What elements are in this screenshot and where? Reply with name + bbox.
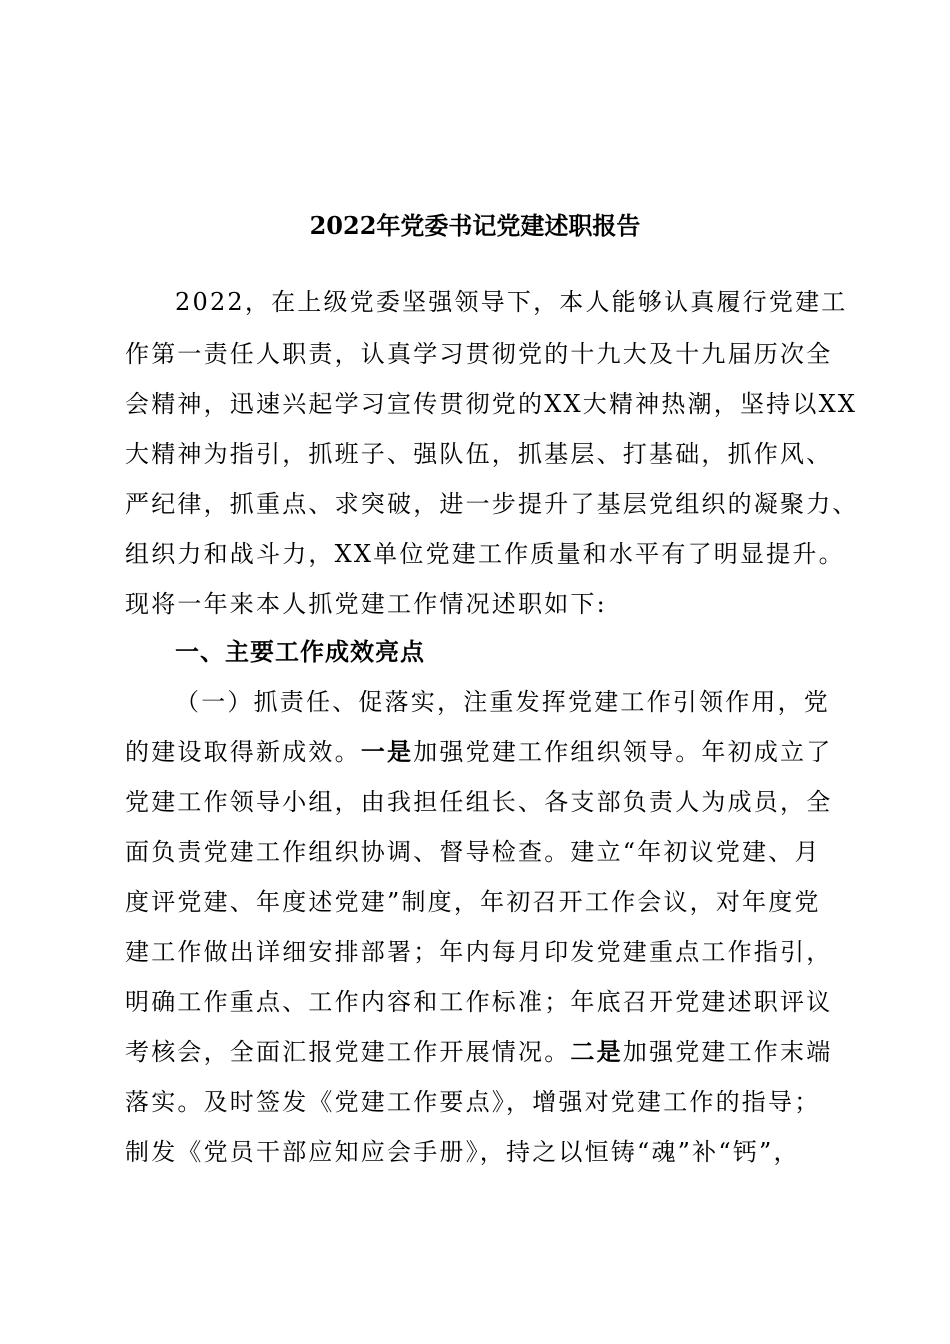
paragraph-2-line-2-rest: 加强党建工作组织领导。年初成立了 xyxy=(413,738,833,766)
paragraph-2-line-7: 明确工作重点、工作内容和工作标准；年底召开党建述职评议 xyxy=(125,988,833,1016)
paragraph-2-line-4: 面负责党建工作组织协调、督导检查。建立“年初议党建、月 xyxy=(125,838,821,866)
emphasis-first: 一是 xyxy=(360,737,414,766)
paragraph-2-line-5: 度评党建、年度述党建”制度，年初召开工作会议，对年度党 xyxy=(125,888,821,916)
paragraph-1-line-3: 会精神，迅速兴起学习宣传贯彻党的XX大精神热潮，坚持以XX xyxy=(125,390,858,418)
paragraph-1-line-6: 组织力和战斗力，XX单位党建工作质量和水平有了明显提升。 xyxy=(125,540,845,568)
paragraph-1-line-1: 2022，在上级党委坚强领导下，本人能够认真履行党建工 xyxy=(175,288,848,316)
document-title: 2022年党委书记党建述职报告 xyxy=(309,211,641,240)
paragraph-2-line-6: 建工作做出详细安排部署；年内每月印发党建重点工作指引， xyxy=(125,938,833,966)
paragraph-2-line-2 xyxy=(125,732,845,772)
emphasis-second: 二是 xyxy=(570,1037,623,1066)
paragraph-2-line-2-text: 的建设取得新成效。 xyxy=(125,738,361,766)
paragraph-1-line-4: 大精神为指引，抓班子、强队伍，抓基层、打基础，抓作风、 xyxy=(125,440,833,468)
paragraph-2-line-8-text: 考核会，全面汇报党建工作开展情况。 xyxy=(125,1038,571,1066)
paragraph-1-line-7: 现将一年来本人抓党建工作情况述职如下: xyxy=(125,590,607,618)
paragraph-2-line-9: 落实。及时签发《党建工作要点》，增强对党建工作的指导； xyxy=(125,1088,821,1116)
paragraph-2-line-8-rest: 加强党建工作末端 xyxy=(622,1038,833,1066)
section-1-heading: 一、主要工作成效亮点 xyxy=(175,638,425,666)
paragraph-2-line-10: 制发《党员干部应知应会手册》，持之以恒铸“魂”补“钙”， xyxy=(125,1138,800,1166)
paragraph-2-line-3: 党建工作领导小组，由我担任组长、各支部负责人为成员，全 xyxy=(125,788,833,816)
paragraph-1-line-2: 作第一责任人职责，认真学习贯彻党的十九大及十九届历次全 xyxy=(125,340,833,368)
paragraph-2-line-1: （一）抓责任、促落实，注重发挥党建工作引领作用，党 xyxy=(175,688,830,716)
paragraph-1-line-5: 严纪律，抓重点、求突破，进一步提升了基层党组织的凝聚力、 xyxy=(125,490,859,518)
paragraph-2-line-8 xyxy=(125,1032,845,1072)
